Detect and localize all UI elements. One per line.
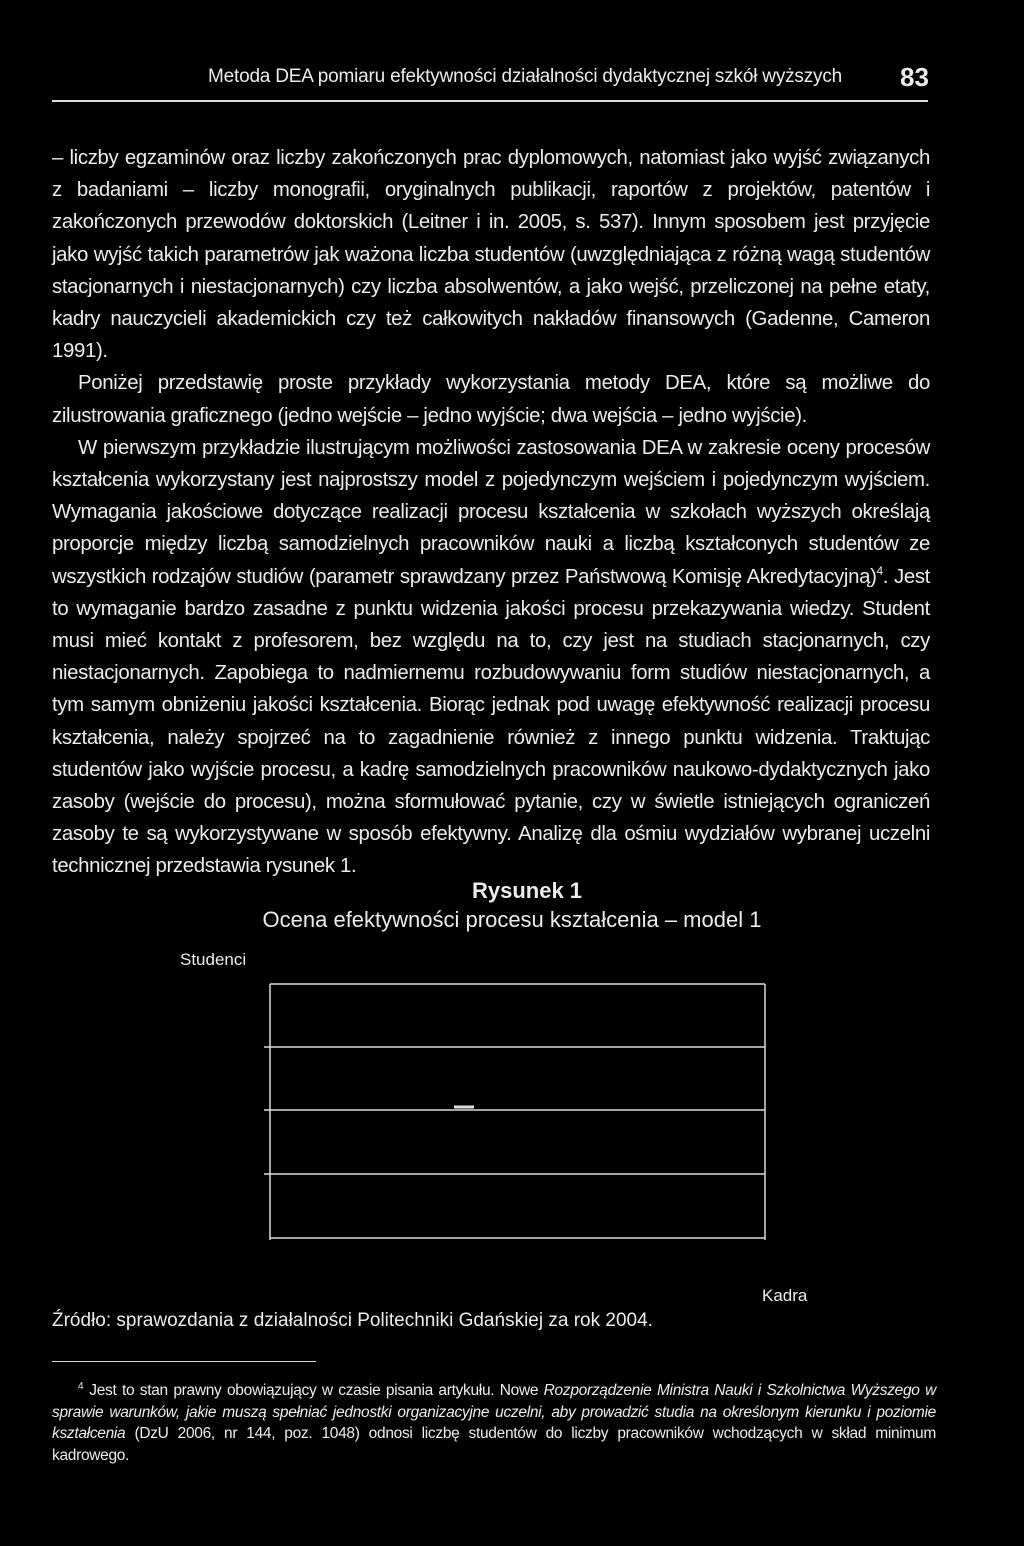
figure-source: Źródło: sprawozdania z działalności Politechniki Gdańskiej za rok 2004. xyxy=(52,1310,653,1331)
footnote-text-a: Jest to stan prawny obowiązujący w czasie pisania artykułu. Nowe xyxy=(89,1382,544,1399)
paragraph-3-text-b: . Jest to wymaganie bardzo zasadne z punktu widzenia jakości procesu przekazywania wiedzy. Student musi mieć kontakt z profesorem, bez względu na to, czy jest na studiach stacjonarnych, czy niestacjonarnych. Zapobiega to nadmiernemu rozbudowywaniu form studiów niestacjonarnych, a tym samym obniżeniu jakości kształcenia. Biorąc jednak pod uwagę efektywność realizacji procesu kształcenia, należy spojrzeć na to zagadnienie również z innego punktu widzenia. Traktując studentów jako wyjście procesu, a kadrę samodzielnych pracowników naukowo-dydaktycznych jako zasoby (wejście do procesu), można sformułować pytanie, czy w świetle istniejących ograniczeń zasoby te są wykorzystywane w sposób efektywny. Analizę dla ośmiu wydziałów wybranej uczelni technicznej przedstawia rysunek 1. xyxy=(52,565,930,878)
footnote xyxy=(52,1376,936,1466)
paragraph-3-text-a: W pierwszym przykładzie ilustrującym możliwości zastosowania DEA w zakresie oceny procesów kształcenia wykorzystany jest najprostszy model z pojedynczym wejściem i pojedynczym wyjściem. Wymagania jakościowe dotyczące realizacji procesu kształcenia w szkołach wyższych określają proporcje między liczbą samodzielnych pracowników nauki a liczbą kształconych studentów ze wszystkich rodzajów studiów (parametr sprawdzany przez Państwową Komisję Akredytacyjną) xyxy=(52,436,930,588)
figure-title: Ocena efektywności procesu kształcenia – model 1 xyxy=(262,907,762,932)
footnote-reference: 4 xyxy=(876,563,883,578)
page-number: 83 xyxy=(900,62,929,92)
x-axis-label: Kadra xyxy=(762,1286,808,1305)
footnote-text-b: (DzU 2006, nr 144, poz. 1048) odnosi liczbę studentów do liczby pracowników wchodzących w skład minimum kadrowego. xyxy=(52,1425,936,1464)
footnote-rule xyxy=(52,1361,316,1362)
paragraph-1: – liczby egzaminów oraz liczby zakończonych prac dyplomowych, natomiast jako wyjść związanych z badaniami – liczby monografii, oryginalnych publikacji, raportów z projektów, patentów i zakończonych przewodów doktorskich (Leitner i in. 2005, s. 537). Innym sposobem jest przyjęcie jako wyjść takich parametrów jak ważona liczba studentów (uwzględniająca z różną wagą studentów stacjonarnych i niestacjonarnych) czy liczba absolwentów, a jako wejść, przeliczonej na pełne etaty, kadry nauczycieli akademickich czy też całkowitych nakładów finansowych (Gadenne, Cameron 1991). xyxy=(52,147,930,363)
footnote-mark: 4 xyxy=(78,1381,84,1392)
running-title: Metoda DEA pomiaru efektywności działalności dydaktycznej szkół wyższych xyxy=(208,66,842,87)
y-axis-label: Studenci xyxy=(180,950,247,969)
footnote-italic-text: Rozporządzenie Ministra Nauki i Szkolnictwa Wyższego w sprawie warunków, jakie muszą spełniać jednostki organizacyjne uczelni, aby prowadzić studia na określonym kierunku i poziomie kształcenia xyxy=(52,1382,936,1442)
figure-label: Rysunek 1 xyxy=(471,878,583,903)
paragraph-2: Poniżej przedstawię proste przykłady wykorzystania metody DEA, które są możliwe do zilustrowania graficznego (jedno wejście – jedno wyjście; dwa wejścia – jedno wyjście). xyxy=(52,372,930,427)
